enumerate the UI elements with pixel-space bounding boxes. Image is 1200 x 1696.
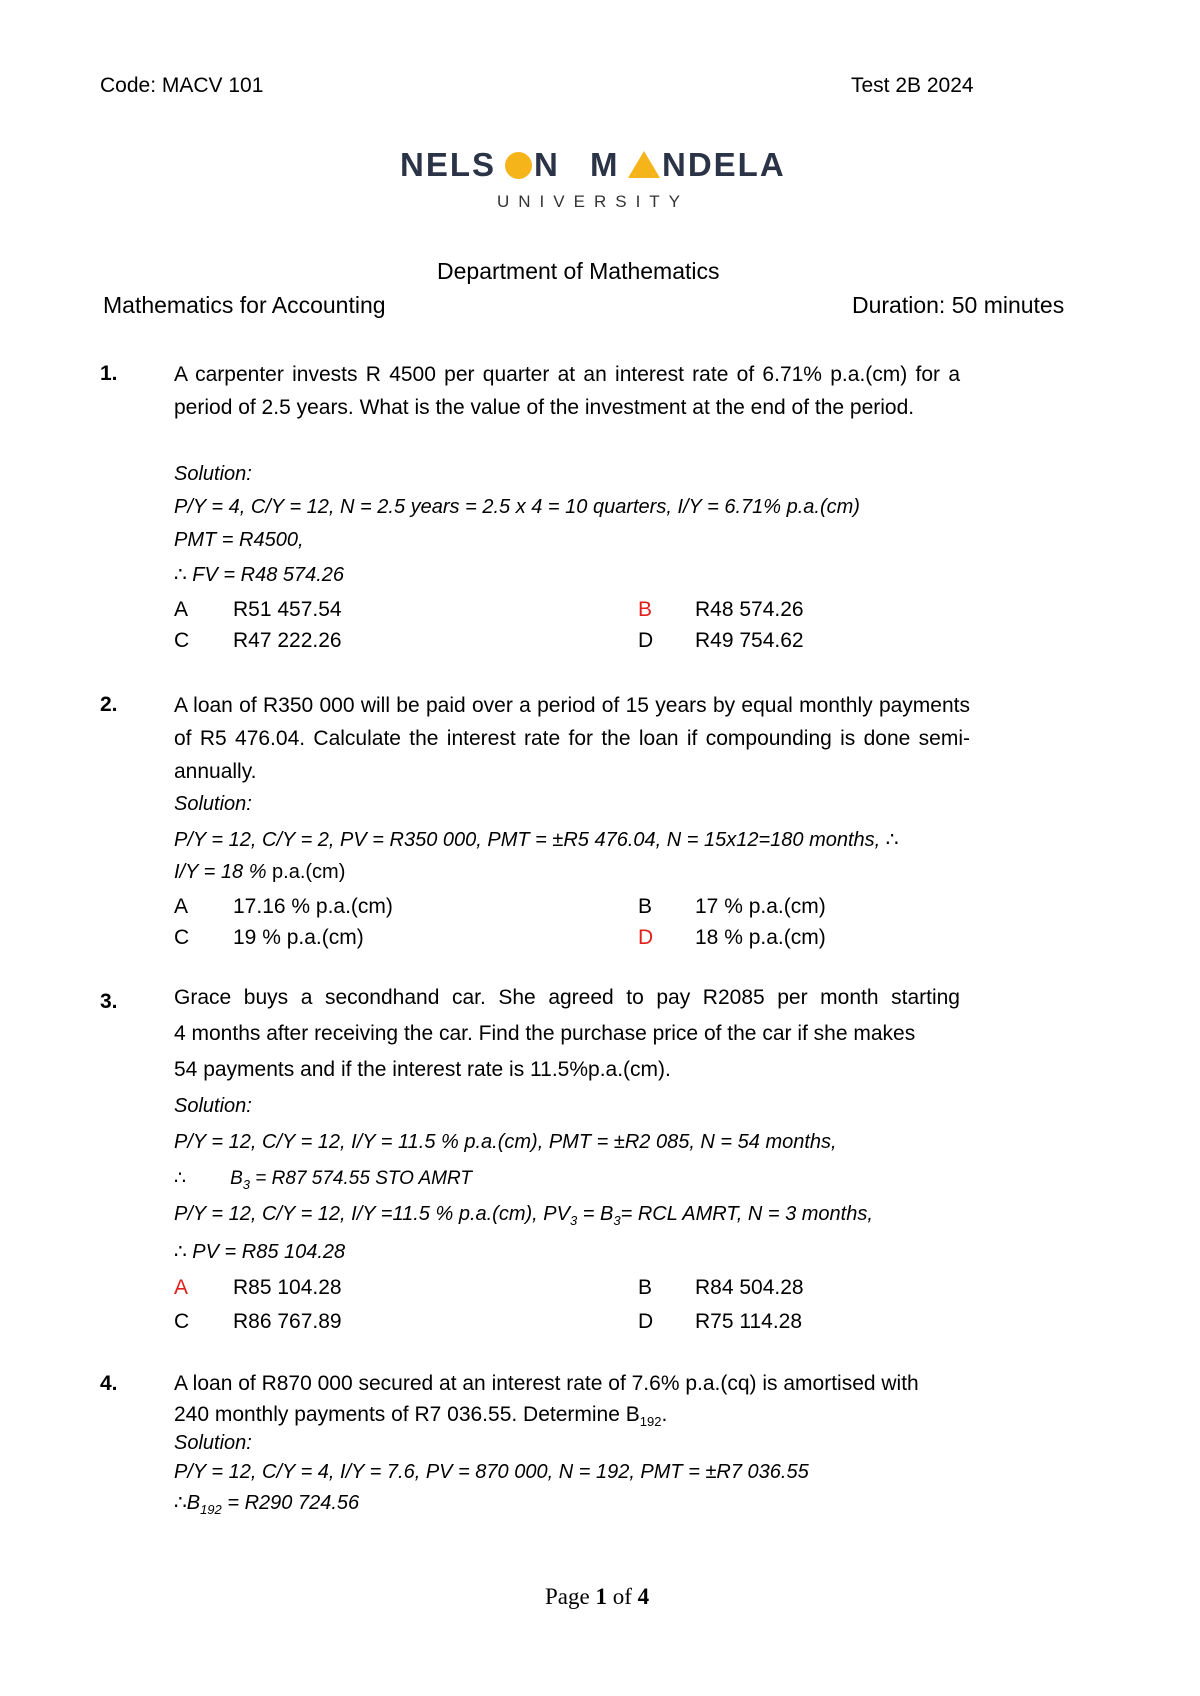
option-value: R48 574.26 — [695, 598, 804, 621]
solution-label: Solution: — [174, 793, 252, 815]
question-text: A carpenter invests R 4500 per quarter at an interest rate of 6.71% p.a.(cm) for a period of 2.5 years. What is the value of the investment at the end of the period. — [174, 363, 960, 419]
department-title: Department of Mathematics — [437, 258, 720, 284]
question-text: 4 months after receiving the car. Find the purchase price of the car if she makes — [174, 1022, 916, 1045]
solution-label: Solution: — [174, 1095, 252, 1117]
question-text: A loan of R350 000 will be paid over a period of 15 years by equal monthly payments of R5 476.04. Calculate the interest rate for the loan if compounding is done semi-annually. — [174, 694, 970, 783]
option-letter: D — [638, 1310, 654, 1333]
question-text: A loan of R870 000 secured at an interest rate of 7.6% p.a.(cq) is amortised with — [174, 1372, 919, 1395]
question-text: 240 monthly payments of R7 036.55. Determine $B_{192}$. — [174, 1403, 668, 1430]
question-text: Grace buys a secondhand car. She agreed to pay R2085 per month starting — [174, 986, 960, 1009]
option-letter: C — [174, 629, 190, 652]
option-letter: C — [174, 1310, 190, 1333]
solution-line: ∴ FV = R48 574.26 — [174, 564, 345, 586]
logo-word-nelson-end: N — [534, 146, 560, 183]
option-letter: B — [638, 1276, 653, 1299]
option-letter: B — [638, 895, 653, 918]
logo-word-nelson-start: NELS — [400, 146, 497, 183]
solution-line: I/Y = 18 % p.a.(cm) — [174, 861, 346, 883]
course-code: Code: MACV 101 — [100, 74, 264, 97]
solution-label: Solution: — [174, 1432, 252, 1454]
solution-line: P/Y = 12, C/Y = 12, I/Y =11.5 % p.a.(cm), $PV_3 = B_3=$ RCL AMRT, N = 3 months, — [174, 1203, 873, 1228]
test-label: Test 2B 2024 — [851, 74, 974, 97]
option-letter: D — [638, 629, 654, 652]
option-letter: C — [174, 926, 190, 949]
page-footer: Page 1 of 4 — [545, 1584, 650, 1609]
duration: Duration: 50 minutes — [852, 292, 1065, 318]
solution-label: Solution: — [174, 463, 252, 485]
question-text: 54 payments and if the interest rate is 11.5%p.a.(cm). — [174, 1058, 671, 1081]
logo-university: UNIVERSITY — [497, 192, 690, 211]
solution-line: ∴ PV = R85 104.28 — [174, 1241, 346, 1263]
option-value: R84 504.28 — [695, 1276, 804, 1299]
logo-sun-icon — [505, 152, 532, 179]
option-value: R47 222.26 — [233, 629, 342, 652]
solution-line: PMT = R4500, — [174, 529, 304, 551]
question-number: 2. — [100, 693, 118, 716]
question-number: 1. — [100, 362, 118, 385]
option-value: 18 % p.a.(cm) — [695, 926, 826, 949]
solution-line: P/Y = 12, C/Y = 4, I/Y = 7.6, PV = 870 000, N = 192, PMT = ±R7 036.55 — [174, 1461, 809, 1483]
course-title: Mathematics for Accounting — [103, 292, 386, 318]
option-value: R51 457.54 — [233, 598, 342, 621]
solution-line: $\therefore B_{192} = R290$ 724.56 — [174, 1492, 360, 1517]
solution-line: ∴ $B_3 = R87$ 574.55 STO AMRT — [174, 1168, 472, 1192]
question-number: 3. — [100, 990, 118, 1013]
option-value: R85 104.28 — [233, 1276, 342, 1299]
option-letter: A — [174, 895, 189, 918]
solution-line: P/Y = 12, C/Y = 12, I/Y = 11.5 % p.a.(cm), PMT = ±R2 085, N = 54 months, — [174, 1131, 837, 1153]
logo-triangle-icon — [628, 151, 660, 178]
option-value: R86 767.89 — [233, 1310, 342, 1333]
option-letter: A — [174, 598, 189, 621]
option-value: 19 % p.a.(cm) — [233, 926, 364, 949]
solution-line: P/Y = 12, C/Y = 2, PV = R350 000, PMT = ±R5 476.04, N = 15x12=180 months, ∴ — [174, 829, 899, 851]
option-value: R49 754.62 — [695, 629, 804, 652]
solution-line: P/Y = 4, C/Y = 12, N = 2.5 years = 2.5 x 4 = 10 quarters, I/Y = 6.71% p.a.(cm) — [174, 496, 860, 518]
option-value: 17 % p.a.(cm) — [695, 895, 826, 918]
logo-word-mandela-start: M — [590, 146, 620, 183]
university-logo — [400, 146, 800, 186]
option-value: R75 114.28 — [695, 1310, 803, 1333]
option-letter-correct: A — [174, 1276, 189, 1299]
question-number: 4. — [100, 1372, 118, 1395]
logo-word-mandela-end: NDELA — [662, 146, 786, 183]
option-value: 17.16 % p.a.(cm) — [233, 895, 393, 918]
option-letter-correct: B — [638, 598, 653, 621]
option-letter-correct: D — [638, 926, 654, 949]
